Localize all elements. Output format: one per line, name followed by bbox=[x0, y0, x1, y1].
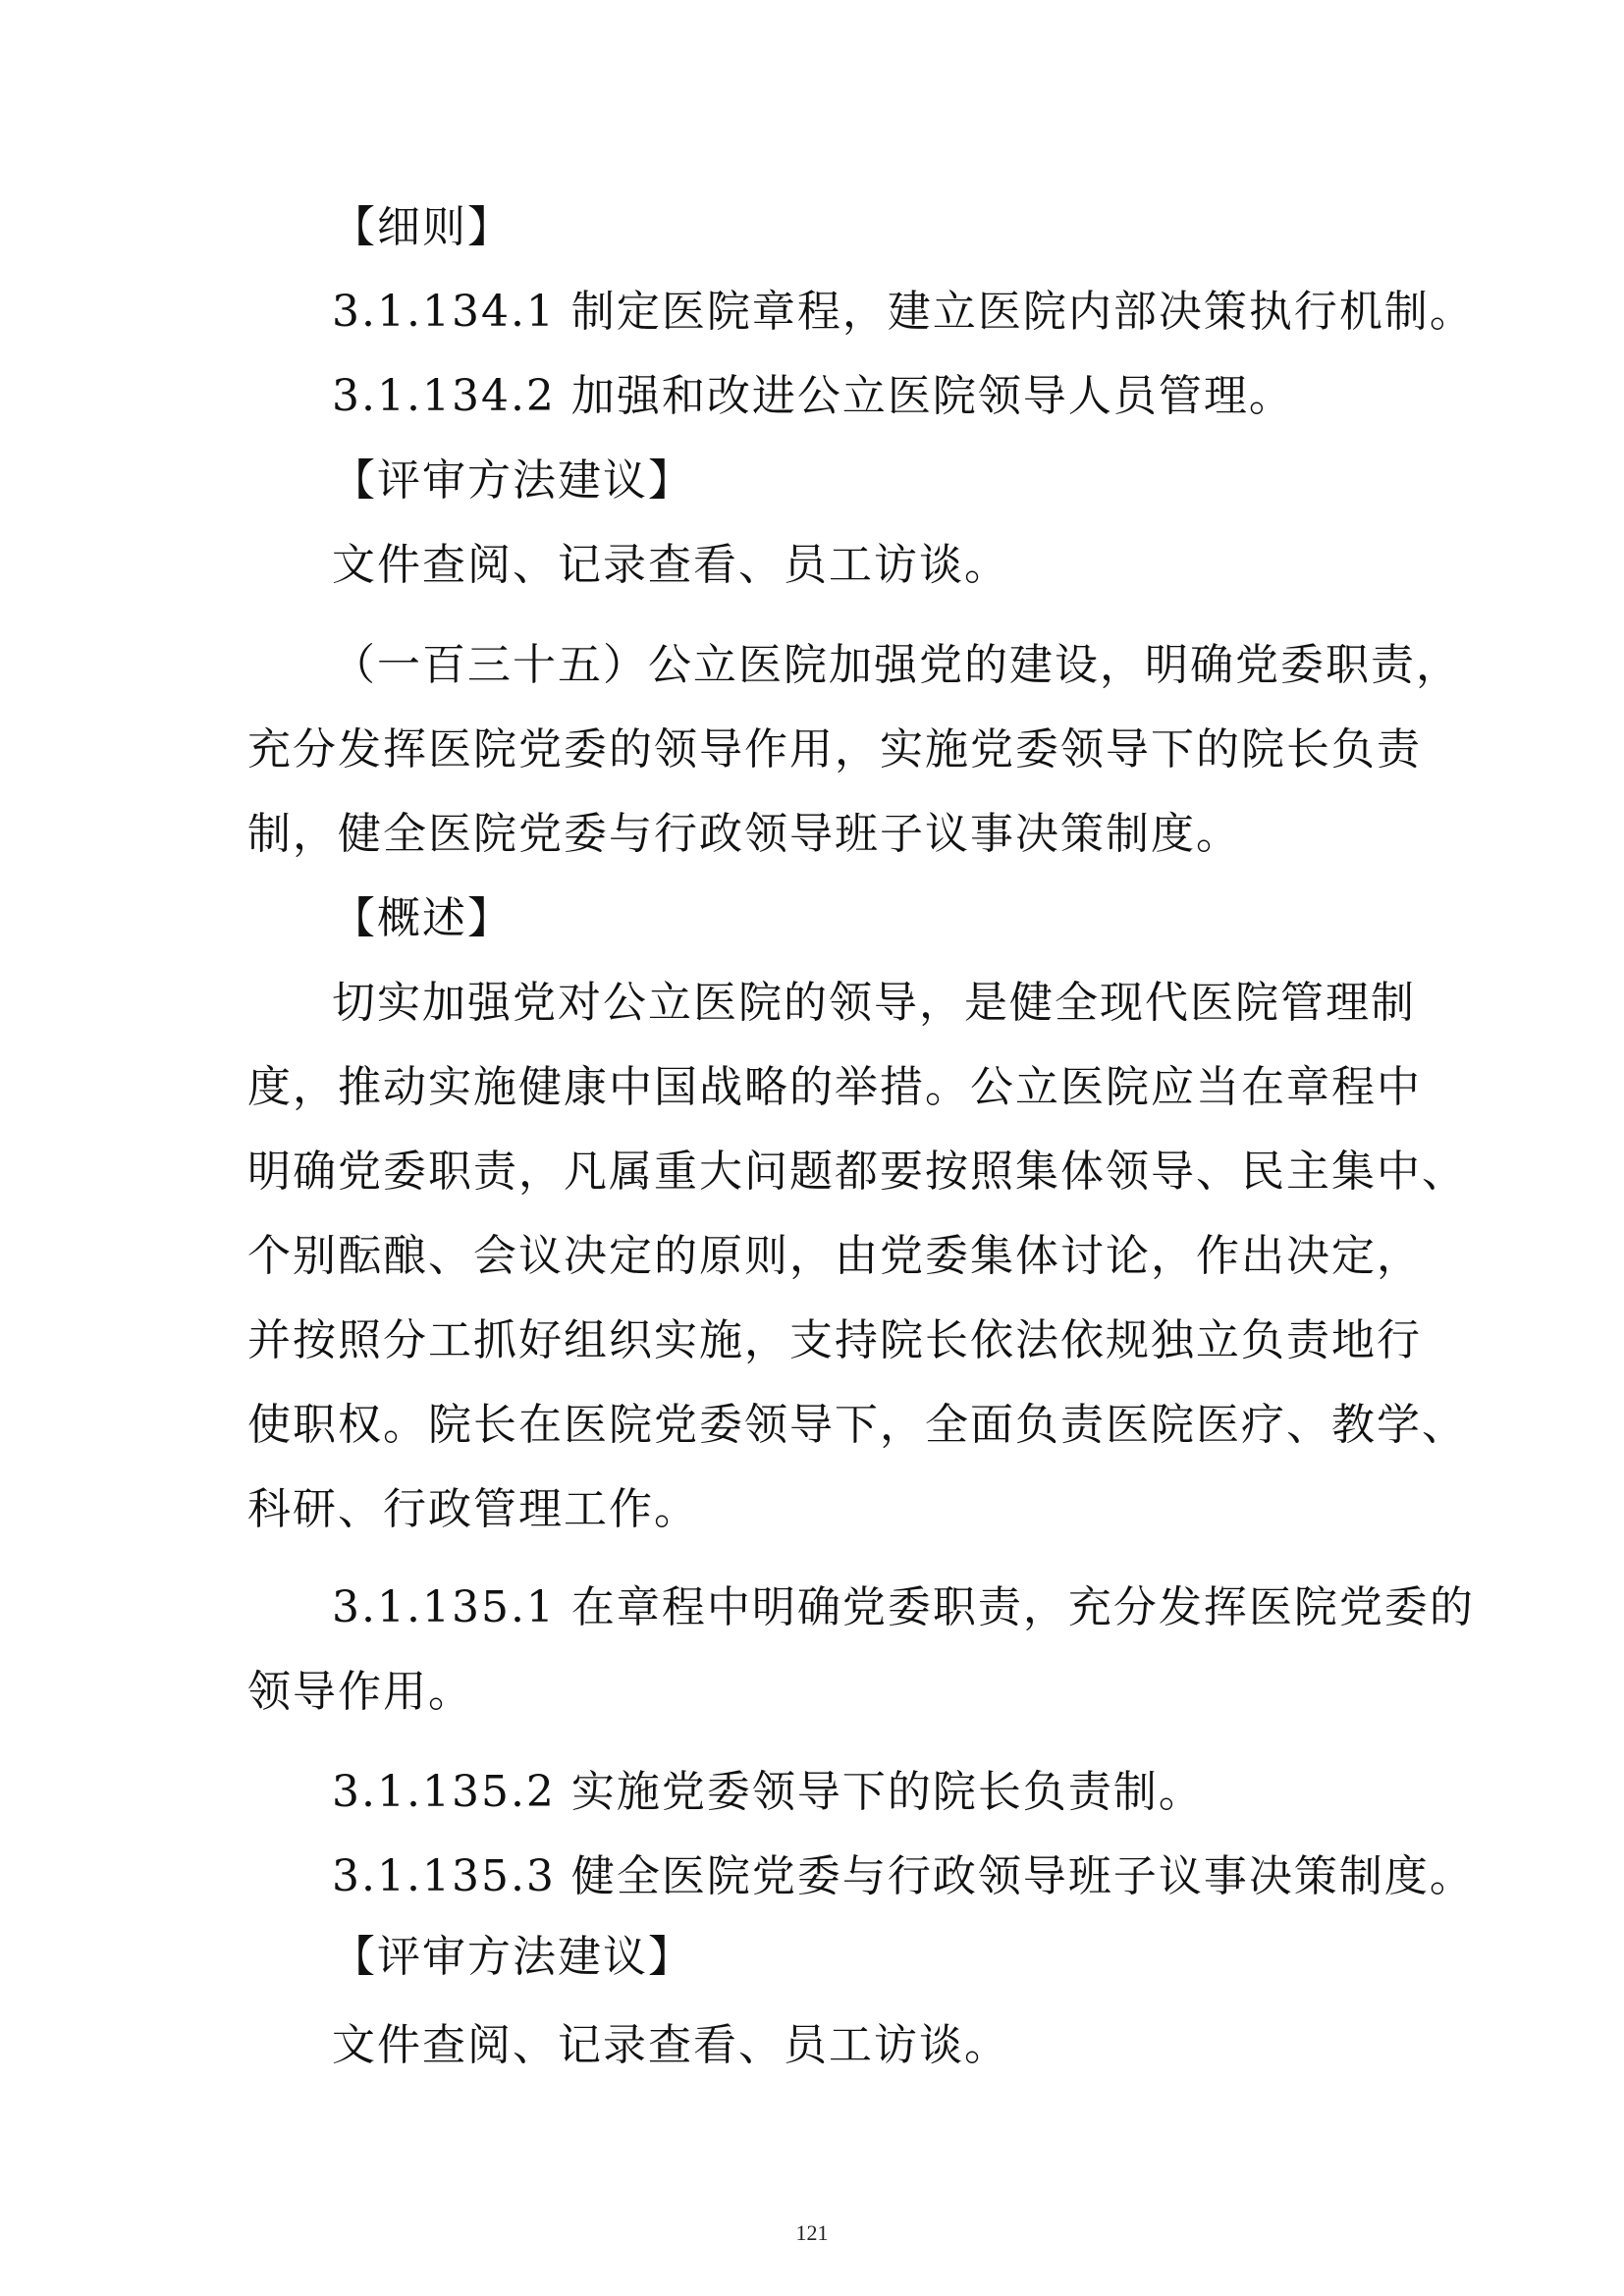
rule-3-1-135-1-line-1: 3.1.135.1 在章程中明确党委职责，充分发挥医院党委的 bbox=[332, 1582, 1475, 1632]
overview-line-4: 个别酝酿、会议决定的原则，由党委集体讨论，作出决定， bbox=[247, 1231, 1422, 1281]
overview-line-6: 使职权。院长在医院党委领导下，全面负责医院医疗、教学、 bbox=[247, 1400, 1467, 1450]
review-methods-text: 文件查阅、记录查看、员工访谈。 bbox=[332, 540, 1009, 590]
article-135-line-2: 充分发挥医院党委的领导作用，实施党委领导下的院长负责 bbox=[247, 724, 1422, 774]
section-heading-review-methods-2: 【评审方法建议】 bbox=[332, 1932, 693, 1982]
rule-3-1-135-2: 3.1.135.2 实施党委领导下的院长负责制。 bbox=[332, 1767, 1204, 1817]
section-heading-review-methods: 【评审方法建议】 bbox=[332, 455, 693, 506]
rule-3-1-134-1: 3.1.134.1 制定医院章程，建立医院内部决策执行机制。 bbox=[332, 287, 1475, 337]
overview-line-2: 度，推动实施健康中国战略的举措。公立医院应当在章程中 bbox=[247, 1062, 1422, 1112]
overview-line-1: 切实加强党对公立医院的领导，是健全现代医院管理制 bbox=[332, 978, 1416, 1028]
article-135-line-3: 制，健全医院党委与行政领导班子议事决策制度。 bbox=[247, 809, 1241, 859]
overview-line-7: 科研、行政管理工作。 bbox=[247, 1484, 699, 1534]
page-number: 121 bbox=[795, 2220, 829, 2245]
overview-line-5: 并按照分工抓好组织实施，支持院长依法依规独立负责地行 bbox=[247, 1315, 1422, 1365]
section-heading-overview: 【概述】 bbox=[332, 893, 513, 943]
rule-3-1-135-1-line-2: 领导作用。 bbox=[247, 1667, 473, 1717]
section-heading-rules: 【细则】 bbox=[332, 202, 513, 252]
article-135-line-1: （一百三十五）公立医院加强党的建设，明确党委职责， bbox=[332, 640, 1461, 690]
rule-3-1-134-2: 3.1.134.2 加强和改进公立医院领导人员管理。 bbox=[332, 371, 1294, 421]
review-methods-text-2: 文件查阅、记录查看、员工访谈。 bbox=[332, 2020, 1009, 2070]
rule-3-1-135-3: 3.1.135.3 健全医院党委与行政领导班子议事决策制度。 bbox=[332, 1851, 1475, 1901]
overview-line-3: 明确党委职责，凡属重大问题都要按照集体领导、民主集中、 bbox=[247, 1147, 1467, 1197]
